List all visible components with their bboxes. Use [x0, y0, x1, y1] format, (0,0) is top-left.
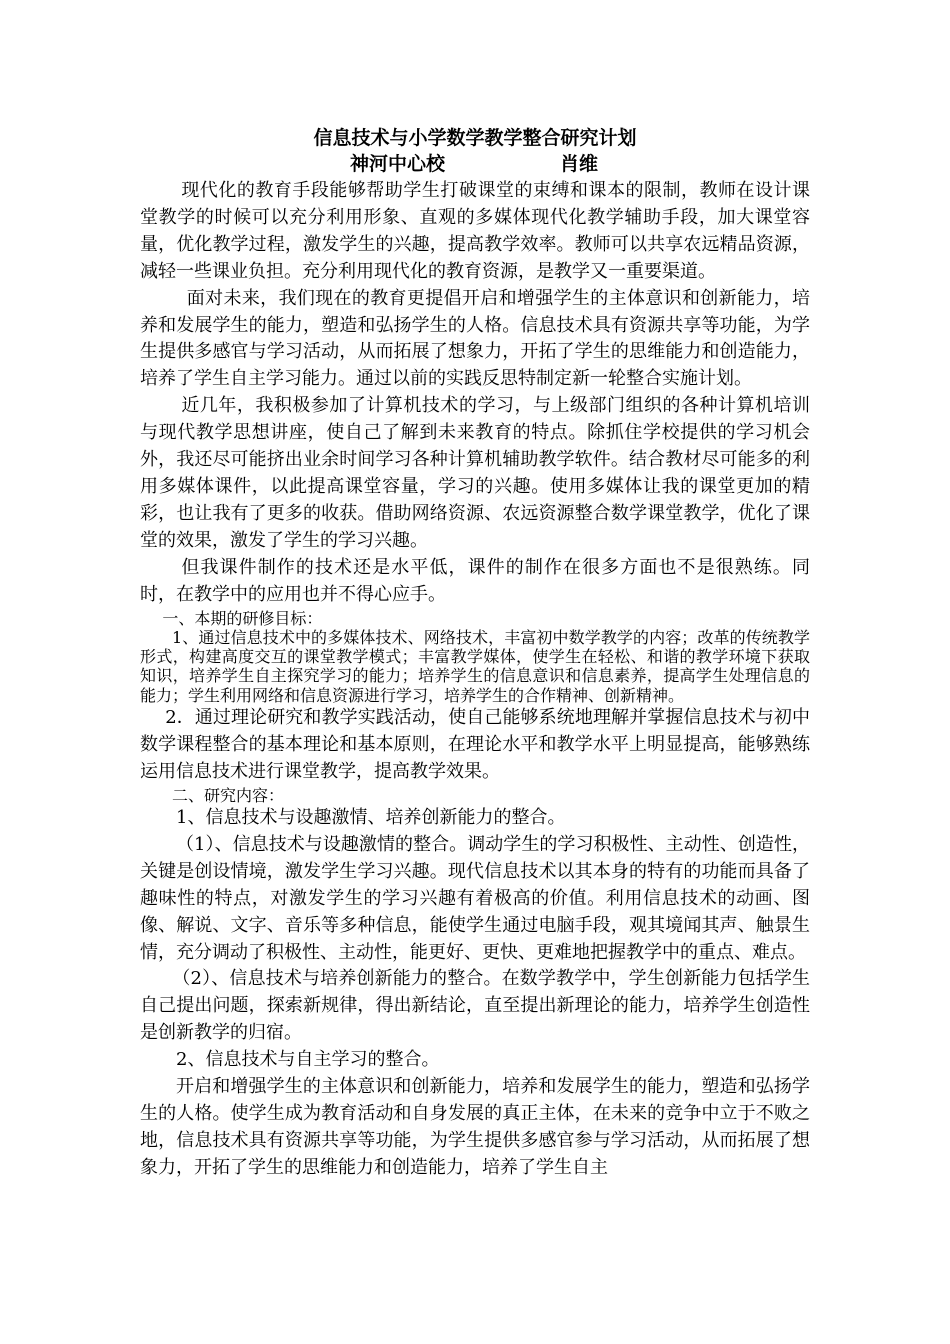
- school-name: 神河中心校: [350, 153, 446, 175]
- document-body: [140, 178, 810, 1182]
- paragraph: 但我课件制作的技术还是水平低，课件的制作在很多方面也不是很熟练。同时，在教学中的应用也并不得心应手。: [140, 556, 810, 605]
- paragraph: （1）、信息技术与设趣激情的整合。调动学生的学习积极性、主动性、创造性，关键是创设情境，激发学生学习兴趣。现代信息技术以其本身的特有的功能而具备了趣味性的特点，对激发学生的学习兴趣有着极高的价值。利用信息技术的动画、图像、解说、文字、音乐等多种信息，能使学生通过电脑手段，观其境闻其声、触景生情，充分调动了积极性、主动性，能更好、更快、更难地把握教学中的重点、难点。: [140, 833, 810, 963]
- document-title: 信息技术与小学数学教学整合研究计划: [313, 127, 637, 149]
- paragraph: 1、通过信息技术中的多媒体技术、网络技术，丰富初中数学教学的内容；改革的传统教学形式，构建高度交互的课堂教学模式；丰富教学媒体，使学生在轻松、和谐的教学环境下获取知识，培养学生自主探究学习的能力；培养学生的信息意识和信息素养，提高学生处理信息的能力；学生利用网络和信息资源进行学习，培养学生的合作精神、创新精神。: [140, 627, 810, 705]
- paragraph: 面对未来，我们现在的教育更提倡开启和增强学生的主体意识和创新能力，培养和发展学生的能力，塑造和弘扬学生的人格。信息技术具有资源共享等功能，为学生提供多感官与学习活动，从而拓展了想象力，开拓了学生的思维能力和创造能力，培养了学生自主学习能力。通过以前的实践反思特制定新一轮整合实施计划。: [140, 287, 810, 390]
- subsection-heading: 2、信息技术与自主学习的整合。: [176, 1049, 440, 1071]
- section-heading: 一、本期的研修目标：: [162, 608, 323, 628]
- paragraph: 开启和增强学生的主体意识和创新能力，培养和发展学生的能力，塑造和弘扬学生的人格。使学生成为教育活动和自身发展的真正主体，在未来的竞争中立于不败之地，信息技术具有资源共享等功能，为学生提供多感官参与学习活动，从而拓展了想象力，开拓了学生的思维能力和创造能力，培养了学生自主: [140, 1076, 810, 1178]
- subsection-heading: 1、信息技术与设趣激情、培养创新能力的整合。: [176, 807, 566, 828]
- paragraph: 现代化的教育手段能够帮助学生打破课堂的束缚和课本的限制，教师在设计课堂教学的时候可以充分利用形象、直观的多媒体现代化教学辅助手段，加大课堂容量，优化教学过程，激发学生的兴趣，提高教学效率。教师可以共享农远精品资源，减轻一些课业负担。充分利用现代化的教育资源，是教学又一重要渠道。: [140, 180, 810, 282]
- paragraph: 2．通过理论研究和教学实践活动，使自己能够系统地理解并掌握信息技术与初中数学课程整合的基本理论和基本原则，在理论水平和教学水平上明显提高，能够熟练运用信息技术进行课堂教学，提高教学效果。: [140, 706, 810, 782]
- author-name: 肖维: [560, 153, 599, 175]
- paragraph: （2）、信息技术与培养创新能力的整合。在数学教学中，学生创新能力包括学生自己提出问题，探索新规律，得出新结论，直至提出新理论的能力，培养学生创造性是创新教学的归宿。: [140, 968, 810, 1044]
- section-heading: 二、研究内容：: [172, 785, 285, 805]
- paragraph: 近几年，我积极参加了计算机技术的学习，与上级部门组织的各种计算机培训与现代教学思想讲座，使自己了解到未来教育的特点。除抓住学校提供的学习机会外，我还尽可能挤出业余时间学习各种计算机辅助教学软件。结合教材尽可能多的利用多媒体课件，以此提高课堂容量，学习的兴趣。使用多媒体让我的课堂更加的精彩，也让我有了更多的收获。借助网络资源、农远资源整合数学课堂教学，优化了课堂的效果，激发了学生的学习兴趣。: [140, 395, 810, 551]
